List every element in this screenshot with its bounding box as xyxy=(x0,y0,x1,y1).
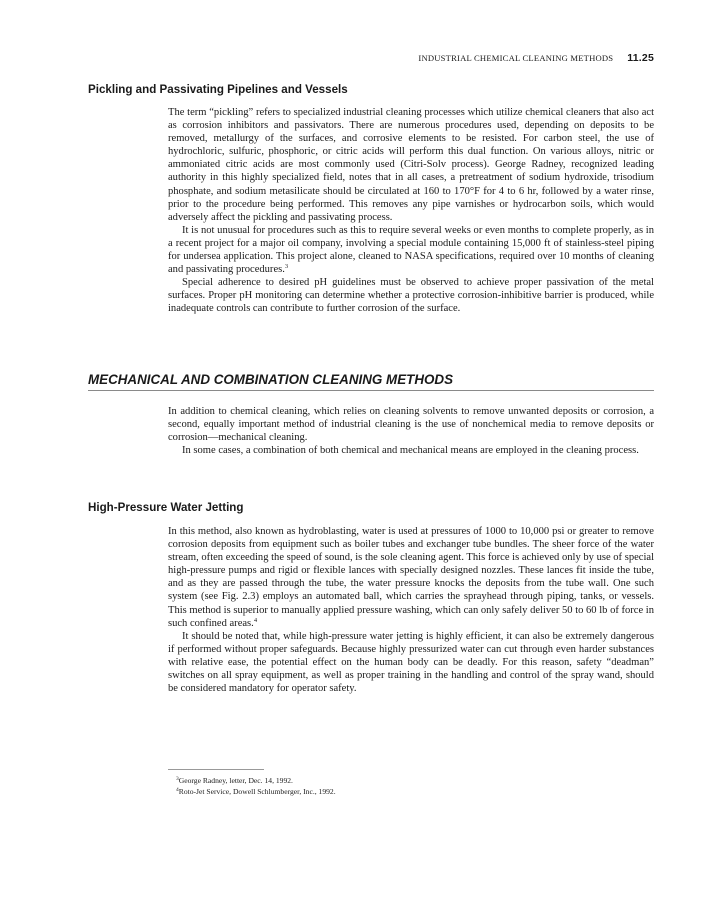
section-heading-water-jetting: High-Pressure Water Jetting xyxy=(88,501,244,514)
paragraph: In addition to chemical cleaning, which relies on cleaning solvents to remove unwanted deposits or corrosion, a second, equally important method of industrial cleaning is the use of nonchemical media to remove deposits or corrosion—mechanical cleaning. xyxy=(168,406,654,444)
running-head xyxy=(418,52,654,64)
footnote-ref: 3 xyxy=(284,263,289,271)
pickling-body xyxy=(168,106,654,316)
footnote-divider xyxy=(168,769,264,770)
page-number: 11.25 xyxy=(627,52,654,64)
mechanical-body xyxy=(168,405,654,457)
chapter-section-heading: MECHANICAL AND COMBINATION CLEANING METHODS xyxy=(88,372,654,391)
paragraph: It should be noted that, while high-pressure water jetting is highly efficient, it can also be extremely dangerous if performed without proper safeguards. Because highly pressurized water can cut through even harder substances with relative ease, the potential effect on the human body can be deadly. For this reason, safety “deadman” switches on all spray equipment, as well as proper training in the handling and control of the spray wand, should be considered mandatory for operator safety. xyxy=(168,630,654,695)
footnote: $^3$George Radney, letter, Dec. 14, 1992. xyxy=(176,776,293,785)
paragraph: Special adherence to desired pH guidelines must be observed to achieve proper passivation of the metal surfaces. Proper pH monitoring can determine whether a protective corrosion-inhibitive barrier is produced, while inadequate controls can contribute to further corrosion of the surface. xyxy=(168,277,654,315)
paragraph: It is not unusual for procedures such as this to require several weeks or even months to complete properly, as in a recent project for a major oil company, involving a special module containing 15,000 ft of stainless-steel piping for undersea application. This project alone, cleaned to NASA specifications, required over 10 months of cleaning and passivating procedures.$^3$ xyxy=(168,224,654,276)
footnotes xyxy=(176,775,336,797)
footnote-ref: 4 xyxy=(253,616,258,624)
section-heading-pickling: Pickling and Passivating Pipelines and Vessels xyxy=(88,83,348,96)
paragraph: The term “pickling” refers to specialized industrial cleaning processes which utilize chemical cleaners that also act as corrosion inhibitors and passivators. There are numerous procedures used, depending on deposits to be removed, metallurgy of the surfaces, and corrosive elements to be resisted. For carbon steel, the use of hydrochloric, sulfuric, phosphoric, or citric acids will perform this dual function. On various alloys, nitric or ammoniated citric acids are most commonly used (Citri-Solv process). George Radney, recognized leading authority in this highly specialized field, notes that in all cases, a pretreatment of sodium hydroxide, trisodium phosphate, and sodium metasilicate should be circulated at 160 to 170°F for 4 to 6 hr, followed by a water rinse, prior to the procedure being performed. This removes any pipe varnishes or hydrocarbon soils, which would adversely affect the pickling and passivating process. xyxy=(168,107,654,223)
running-head-title: INDUSTRIAL CHEMICAL CLEANING METHODS xyxy=(418,53,614,63)
paragraph: In this method, also known as hydroblasting, water is used at pressures of 1000 to 10,000 psi or greater to remove corrosion deposits from equipment such as boiler tubes and exchanger tube bundles. The sheer force of the water stream, often exceeding the speed of sound, is the sole cleaning agent. This force is achieved only by use of special high-pressure pumps and rigid or flexible lances with specially designed nozzles. These lances fit inside the tube, and as they are passed through the tube, the water pressure knocks the deposits from the tube wall. One such system (see Fig. 2.3) employs an automated ball, which carries the sprayhead through piping, tanks, or vessels. This method is superior to manually applied pressure washing, which can only safely deliver 50 to 60 lb of force in such confined areas.$^4$ xyxy=(168,526,654,629)
paragraph: In some cases, a combination of both chemical and mechanical means are employed in the cleaning process. xyxy=(182,445,639,457)
footnote: $^4$Roto-Jet Service, Dowell Schlumberger, Inc., 1992. xyxy=(176,787,336,796)
water-jetting-body xyxy=(168,525,654,695)
